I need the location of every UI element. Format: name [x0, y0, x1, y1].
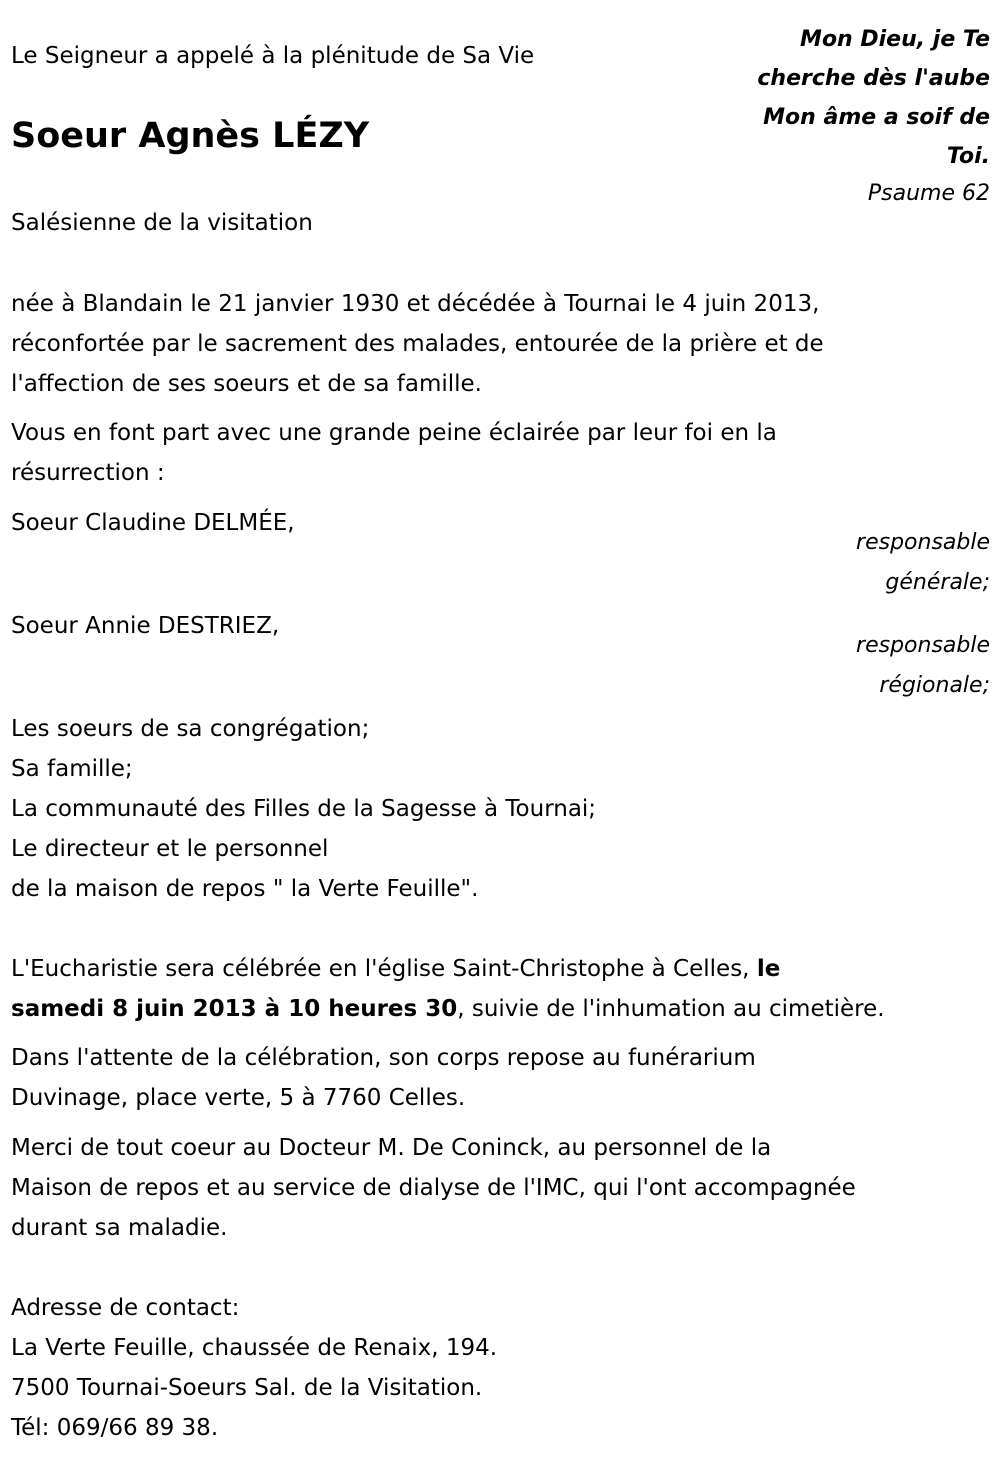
- mourner-role: générale;: [885, 570, 990, 595]
- ceremony-line: [11, 949, 780, 989]
- page-title: Soeur Agnès LÉZY: [11, 116, 370, 156]
- thanks-line: durant sa maladie.: [11, 1215, 228, 1241]
- announcement-line: résurrection :: [11, 460, 165, 486]
- ceremony-line: [11, 989, 885, 1029]
- announcement-line: Vous en font part avec une grande peine éclairée par leur foi en la: [11, 420, 777, 446]
- mourner-line: de la maison de repos " la Verte Feuille".: [11, 876, 479, 902]
- biography-line: née à Blandain le 21 janvier 1930 et décédée à Tournai le 4 juin 2013,: [11, 291, 820, 317]
- ceremony-text: L'Eucharistie sera célébrée en l'église Saint-Christophe à Celles,: [11, 956, 757, 982]
- epigraph: [730, 20, 990, 212]
- mourner-role: responsable: [856, 530, 990, 555]
- ceremony-text: , suivie de l'inhumation au cimetière.: [457, 996, 885, 1022]
- epigraph-line: Toi.: [946, 144, 990, 169]
- contact-line: Tél: 069/66 89 38.: [11, 1415, 219, 1441]
- thanks-line: Merci de tout coeur au Docteur M. De Coninck, au personnel de la: [11, 1135, 772, 1161]
- mourner-line: Les soeurs de sa congrégation;: [11, 716, 370, 742]
- mourner-role: régionale;: [879, 673, 990, 698]
- mourner-line: Le directeur et le personnel: [11, 836, 329, 862]
- ceremony-date-bold: le: [756, 956, 781, 982]
- biography-line: l'affection de ses soeurs et de sa famille.: [11, 371, 482, 397]
- thanks-line: Maison de repos et au service de dialyse de l'IMC, qui l'ont accompagnée: [11, 1175, 856, 1201]
- mourner-line: Sa famille;: [11, 756, 133, 782]
- biography-line: réconfortée par le sacrement des malades, entourée de la prière et de: [11, 331, 824, 357]
- mourner-role: responsable: [856, 633, 990, 658]
- ceremony-date-bold: samedi 8 juin 2013 à 10 heures 30: [11, 996, 458, 1022]
- epigraph-line: Mon Dieu, je Te: [800, 27, 990, 52]
- contact-line: La Verte Feuille, chaussée de Renaix, 194.: [11, 1335, 498, 1361]
- mourner-name: Soeur Claudine DELMÉE,: [11, 510, 295, 536]
- epigraph-reference: Psaume 62: [867, 181, 990, 206]
- contact-line: 7500 Tournai-Soeurs Sal. de la Visitation.: [11, 1375, 483, 1401]
- funeral-home-line: Duvinage, place verte, 5 à 7760 Celles.: [11, 1085, 466, 1111]
- mourner-name: Soeur Annie DESTRIEZ,: [11, 613, 280, 639]
- epigraph-line: cherche dès l'aube: [757, 66, 990, 91]
- contact-heading: Adresse de contact:: [11, 1295, 240, 1321]
- epigraph-line: Mon âme a soif de: [763, 105, 990, 130]
- funeral-home-line: Dans l'attente de la célébration, son corps repose au funérarium: [11, 1045, 756, 1071]
- intro-text: Le Seigneur a appelé à la plénitude de Sa Vie: [11, 43, 535, 69]
- mourner-line: La communauté des Filles de la Sagesse à Tournai;: [11, 796, 597, 822]
- order-text: Salésienne de la visitation: [11, 210, 313, 236]
